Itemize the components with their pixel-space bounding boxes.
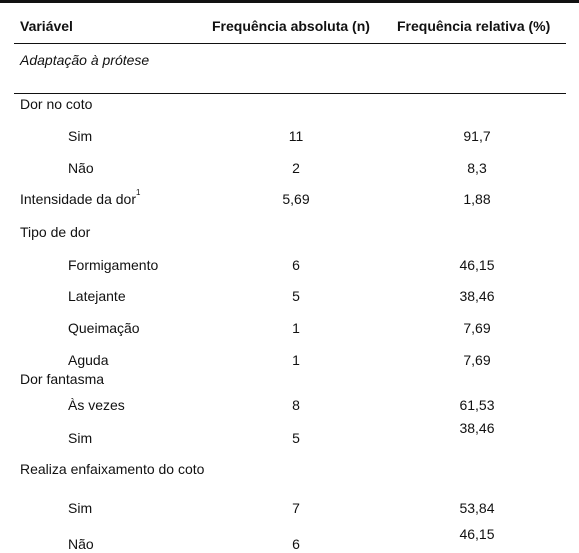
row-absolute-value: 1 <box>292 320 300 336</box>
row-relative-value: 38,46 <box>459 420 495 436</box>
row-label: Sim <box>68 430 93 446</box>
row-absolute-value: 6 <box>292 536 300 552</box>
row-relative-value: 91,7 <box>463 128 491 144</box>
row-label-intensity <box>20 188 141 207</box>
row-absolute-value: 5 <box>292 430 300 446</box>
row-absolute-value: 11 <box>288 128 304 144</box>
row-label: Sim <box>68 500 93 516</box>
row-label-text: Intensidade da dor <box>20 191 136 207</box>
row-label: Queimação <box>68 320 140 336</box>
row-relative-value: 46,15 <box>459 257 495 273</box>
row-absolute-value: 8 <box>292 397 300 413</box>
row-relative-value: 53,84 <box>459 500 495 516</box>
footnote-marker: 1 <box>135 188 141 198</box>
header-relative-frequency: Frequência relativa (%) <box>397 18 551 34</box>
section-title: Adaptação à prótese <box>20 52 150 68</box>
row-absolute-value: 5 <box>292 288 300 304</box>
row-label: Dor fantasma <box>20 371 105 387</box>
header-divider <box>14 43 566 44</box>
row-label: Não <box>68 160 94 176</box>
row-relative-value: 38,46 <box>459 288 495 304</box>
row-label: Aguda <box>68 352 109 368</box>
row-label: Latejante <box>68 288 126 304</box>
row-relative-value: 8,3 <box>467 160 487 176</box>
row-relative-value: 46,15 <box>459 526 495 542</box>
section-divider <box>14 93 566 94</box>
row-label: Formigamento <box>68 257 159 273</box>
row-label: Dor no coto <box>20 96 93 112</box>
row-relative-value: 1,88 <box>463 191 491 207</box>
row-relative-value: 7,69 <box>463 352 491 368</box>
row-label: Tipo de dor <box>20 224 91 240</box>
row-label: Sim <box>68 128 93 144</box>
header-variable: Variável <box>20 18 73 34</box>
row-absolute-value: 2 <box>292 160 300 176</box>
table-top-border <box>0 0 579 3</box>
row-label: Não <box>68 536 94 552</box>
row-absolute-value: 5,69 <box>282 191 310 207</box>
row-label: Às vezes <box>68 397 125 413</box>
row-absolute-value: 1 <box>292 352 300 368</box>
row-absolute-value: 6 <box>292 257 300 273</box>
header-absolute-frequency: Frequência absoluta (n) <box>212 18 370 34</box>
row-relative-value: 61,53 <box>459 397 495 413</box>
row-absolute-value: 7 <box>292 500 300 516</box>
row-label: Realiza enfaixamento do coto <box>20 461 205 477</box>
row-relative-value: 7,69 <box>463 320 491 336</box>
